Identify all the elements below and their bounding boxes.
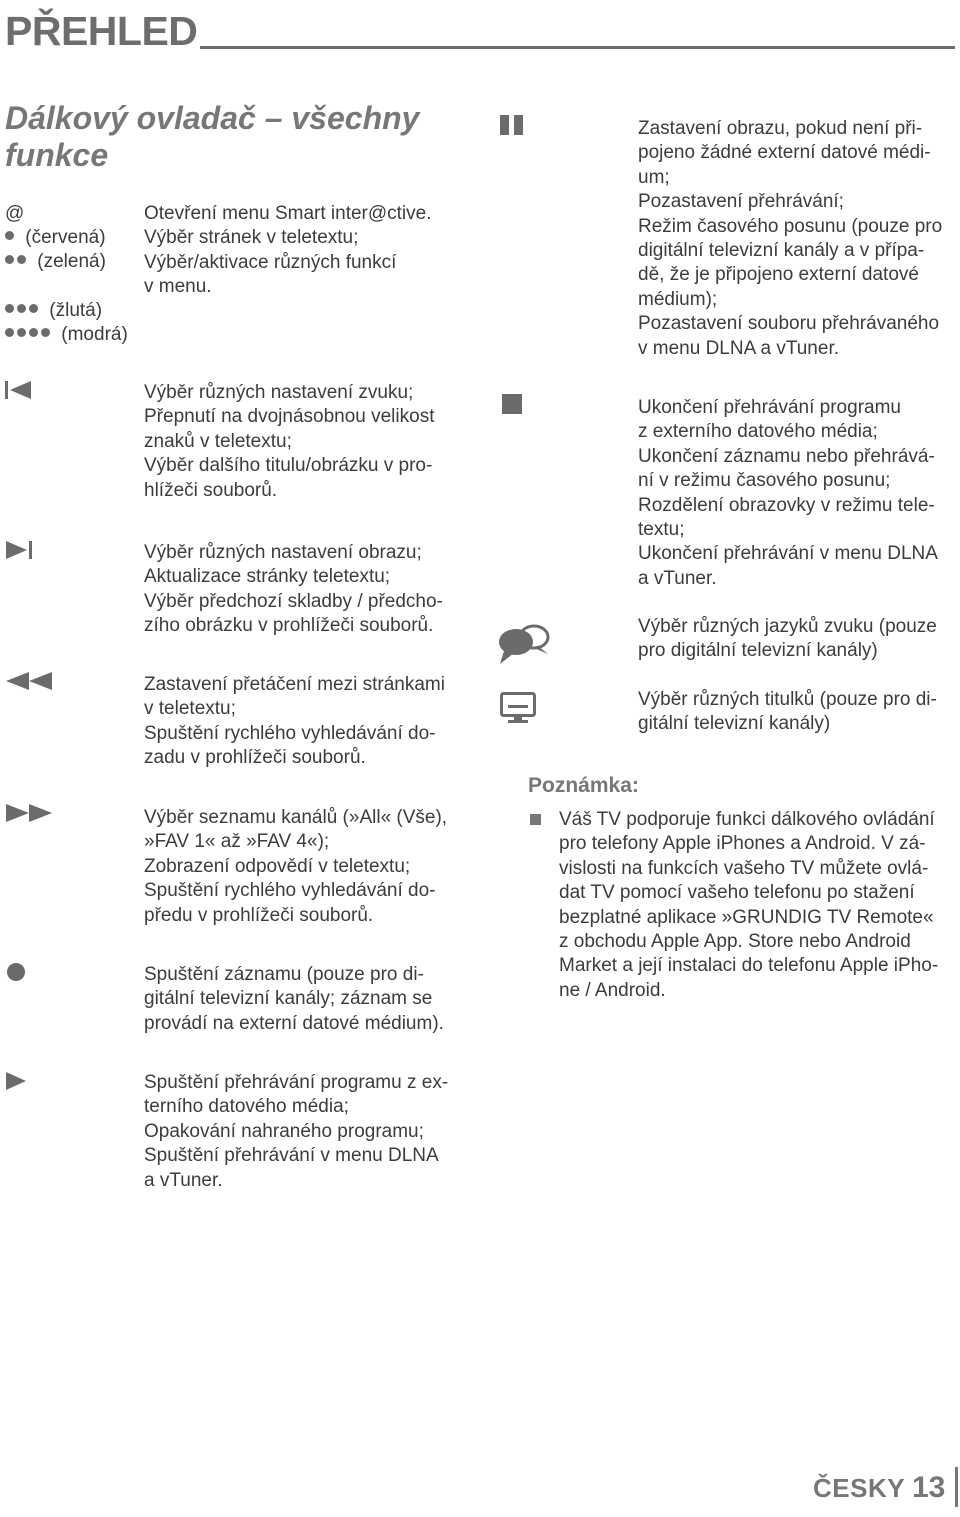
entry-line: gitální televizní kanály; záznam se: [144, 988, 433, 1010]
entry-subtitle-text: [638, 688, 954, 737]
entry-line: hlížeči souborů.: [144, 479, 278, 501]
entry-line: Zastavení obrazu, pokud není při-: [638, 118, 923, 139]
entry-record-text: [144, 963, 464, 1036]
entry-line: Spuštění přehrávání programu z ex-: [144, 1072, 449, 1093]
entry-line: Otevření menu Smart inter@ctive.: [144, 203, 432, 224]
key-green: [5, 250, 106, 274]
play-icon: [6, 1071, 26, 1091]
entry-line: Ukončení přehrávání programu: [638, 397, 901, 418]
section-title: [5, 100, 419, 174]
footer-bar: [955, 1467, 958, 1507]
entry-line: zího obrázku v prohlížeči souborů.: [144, 615, 434, 637]
entry-line: předu v prohlížeči souborů.: [144, 904, 374, 926]
entry-line: Spuštění rychlého vyhledávání do-: [144, 880, 436, 902]
entry-line: Aktualizace stránky teletextu;: [144, 566, 391, 588]
bullet-square-icon: [530, 814, 541, 825]
entry-line: a vTuner.: [144, 1169, 223, 1191]
entry-line: a vTuner.: [638, 567, 717, 589]
pause-icon: [500, 115, 524, 135]
red-dot-icon: [5, 231, 14, 240]
note-heading: Poznámka:: [528, 774, 639, 797]
audio-language-icon: [498, 622, 550, 666]
entry-line: Ukončení přehrávání v menu DLNA: [638, 543, 938, 565]
note-line: vislosti na funkcích vašeho TV můžete ovlá-: [559, 857, 929, 879]
entry-line: Pozastavení souboru přehrávaného: [638, 313, 940, 335]
blue-dot-icon: [17, 328, 26, 337]
entry-line: Výběr seznamu kanálů (»All« (Vše),: [144, 807, 448, 828]
note-line: dat TV pomocí vašeho telefonu po stažení: [559, 882, 915, 904]
skip-forward-icon: [6, 540, 32, 560]
entry-line: pro digitální televizní kanály): [638, 640, 878, 662]
entry-line: v teletextu;: [144, 698, 236, 720]
entry-line: Spuštění rychlého vyhledávání do-: [144, 722, 436, 744]
key-blue-label: (modrá): [61, 324, 128, 345]
entry-line: Výběr různých titulků (pouze pro di-: [638, 689, 937, 710]
entry-line: Zobrazení odpovědí v teletextu;: [144, 855, 411, 877]
entry-line: médium);: [638, 288, 718, 310]
entry-line: terního datového média;: [144, 1096, 349, 1118]
record-icon: [6, 962, 26, 982]
entry-skip-back-text: [144, 381, 464, 503]
entry-fast-forward-text: [144, 806, 464, 928]
key-red: [5, 226, 106, 250]
entry-line: Výběr různých jazyků zvuku (pouze: [638, 616, 937, 637]
note-line: ne / Android.: [559, 979, 666, 1001]
entry-line: digitální televizní kanály a v přípa-: [638, 239, 925, 261]
entry-skip-forward-text: [144, 541, 464, 639]
note-line: pro telefony Apple iPhones a Android. V zá-: [559, 833, 926, 855]
rewind-icon: [6, 671, 52, 691]
note-text: [559, 808, 955, 1003]
at-symbol: @: [5, 203, 25, 224]
green-dot-icon: [5, 255, 14, 264]
entry-line: Pozastavení přehrávání;: [638, 191, 844, 213]
entry-line: z externího datového média;: [638, 421, 878, 443]
entry-line: gitální televizní kanály): [638, 713, 831, 735]
header-rule: [200, 46, 955, 49]
entry-line: dě, že je připojeno externí datové: [638, 264, 919, 286]
page-number: 13: [912, 1471, 946, 1504]
blue-dot-icon: [41, 328, 50, 337]
entry-pause-text: [638, 117, 954, 361]
entry-line: provádí na externí datové médium).: [144, 1012, 444, 1034]
entry-line: zadu v prohlížeči souborů.: [144, 747, 366, 769]
section-title-line: Dálkový ovladač – všechny: [5, 100, 420, 136]
key-green-label: (zelená): [37, 251, 106, 272]
entry-line: Zastavení přetáčení mezi stránkami: [144, 674, 445, 695]
page-header-title: PŘEHLED: [5, 8, 198, 54]
key-blue: [5, 323, 128, 347]
entry-line: Výběr stránek v teletextu;: [144, 227, 359, 249]
blue-dot-icon: [5, 328, 14, 337]
subtitle-icon: [500, 692, 536, 724]
entry-line: znaků v teletextu;: [144, 430, 292, 452]
entry-line: Ukončení záznamu nebo přehrává-: [638, 445, 935, 467]
entry-audio-language-text: [638, 615, 954, 664]
entry-colour-buttons-text: [144, 202, 464, 300]
fast-forward-icon: [6, 803, 52, 823]
entry-line: v menu.: [144, 276, 212, 298]
entry-line: Režim časového posunu (pouze pro: [638, 215, 943, 237]
stop-icon: [502, 394, 522, 414]
note-line: z obchodu Apple App. Store nebo Android: [559, 930, 911, 952]
entry-line: v menu DLNA a vTuner.: [638, 337, 840, 359]
entry-line: um;: [638, 166, 670, 188]
entry-line: Opakování nahraného programu;: [144, 1120, 424, 1142]
entry-line: Spuštění záznamu (pouze pro di-: [144, 964, 424, 985]
key-at: [5, 202, 24, 226]
blue-dot-icon: [29, 328, 38, 337]
entry-line: Výběr různých nastavení obrazu;: [144, 542, 422, 563]
entry-stop-text: [638, 396, 954, 591]
yellow-dot-icon: [5, 304, 14, 313]
entry-rewind-text: [144, 673, 464, 771]
footer-language: ČESKY: [813, 1473, 906, 1503]
entry-line: Rozdělení obrazovky v režimu tele-: [638, 494, 935, 516]
entry-line: pojeno žádné externí datové médi-: [638, 142, 931, 164]
key-yellow: [5, 299, 102, 323]
yellow-dot-icon: [29, 304, 38, 313]
entry-line: Výběr různých nastavení zvuku;: [144, 382, 414, 403]
skip-back-icon: [5, 380, 31, 400]
note-line: Váš TV podporuje funkci dálkového ovládání: [559, 809, 935, 830]
yellow-dot-icon: [17, 304, 26, 313]
green-dot-icon: [17, 255, 26, 264]
entry-line: ní v režimu časového posunu;: [638, 470, 891, 492]
key-yellow-label: (žlutá): [49, 300, 103, 321]
entry-line: textu;: [638, 518, 685, 540]
entry-line: Přepnutí na dvojnásobnou velikost: [144, 406, 435, 428]
entry-line: »FAV 1« až »FAV 4«);: [144, 831, 330, 853]
entry-line: Výběr předchozí skladby / předcho-: [144, 590, 443, 612]
note-line: bezplatné aplikace »GRUNDIG TV Remote«: [559, 906, 934, 928]
entry-play-text: [144, 1071, 464, 1193]
section-title-line: funkce: [5, 137, 109, 173]
key-red-label: (červená): [25, 227, 106, 248]
entry-line: Výběr dalšího titulu/obrázku v pro-: [144, 455, 433, 477]
note-line: Market a její instalaci do telefonu Apple iPho-: [559, 955, 939, 977]
entry-line: Výběr/aktivace různých funkcí: [144, 251, 397, 273]
entry-line: Spuštění přehrávání v menu DLNA: [144, 1145, 439, 1167]
